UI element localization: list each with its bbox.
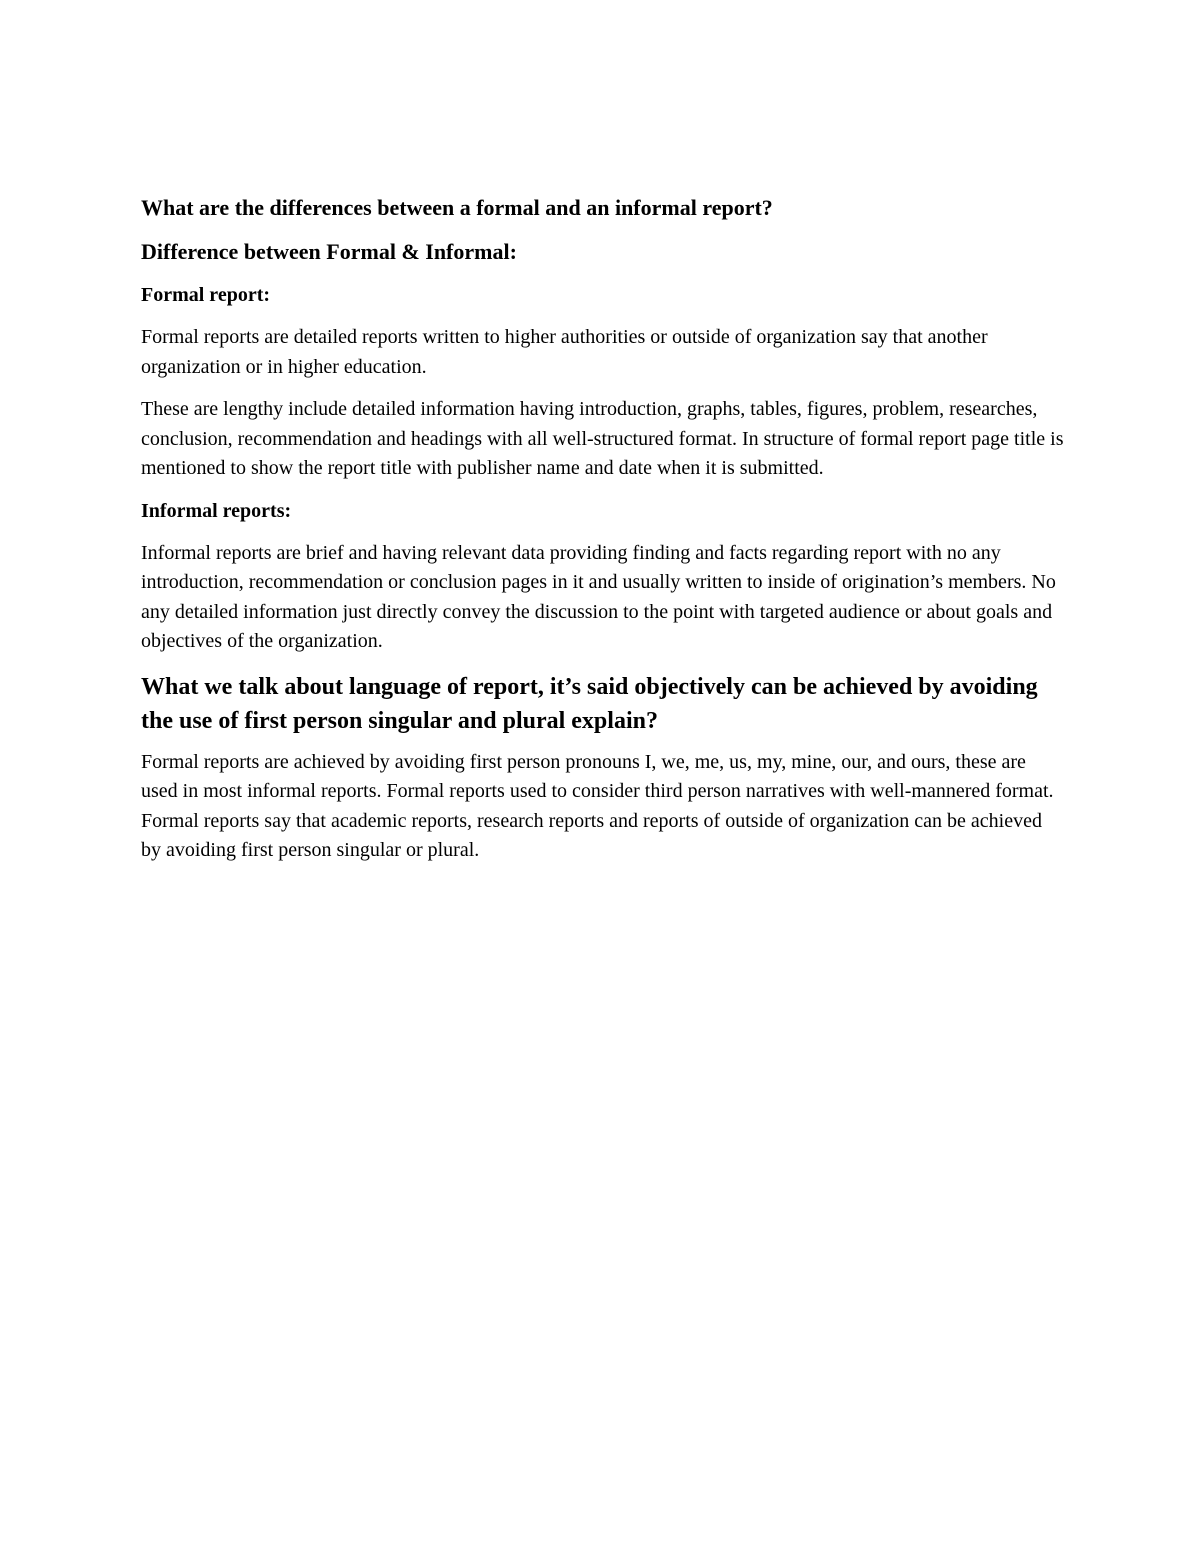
- paragraph-informal-definition: Informal reports are brief and having relevant data providing finding and facts regarding report with no any introduction, recommendation or conclusion pages in it and usually written to inside of origination’s members. No any detailed information just directly convey the discussion to the point with targeted audience or about goals and objectives of the organization.: [141, 541, 1056, 652]
- document-body: [141, 193, 1066, 879]
- paragraph-formal-definition: Formal reports are detailed reports written to higher authorities or outside of organization say that another organization or in higher education.: [141, 326, 988, 378]
- section-heading-difference: Difference between Formal & Informal:: [141, 239, 517, 264]
- paragraph-language-answer: Formal reports are achieved by avoiding first person pronouns I, we, me, us, my, mine, our, and ours, these are used in most informal reports. Formal reports used to consider third person narratives with well-mannered format. Formal reports say that academic reports, research reports and reports of outside of organization can be achieved by avoiding first person singular or plural.: [141, 750, 1054, 861]
- subheading-formal-report: Formal report:: [141, 284, 271, 306]
- question-heading-language: What we talk about language of report, it’s said objectively can be achieved by avoiding the use of first person singular and plural explain?: [141, 673, 1038, 734]
- question-heading-differences: What are the differences between a formal and an informal report?: [141, 195, 773, 220]
- paragraph-formal-details: These are lengthy include detailed information having introduction, graphs, tables, figures, problem, researches, conclusion, recommendation and headings with all well-structured format. In structure of formal report page title is mentioned to show the report title with publisher name and date when it is submitted.: [141, 398, 1064, 479]
- subheading-informal-reports: Informal reports:: [141, 499, 292, 522]
